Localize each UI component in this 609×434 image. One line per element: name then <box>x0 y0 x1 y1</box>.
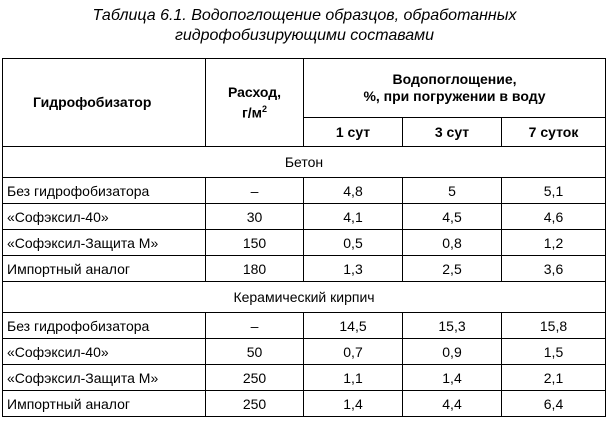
cell-day-1: 1,1 <box>304 365 403 391</box>
cell-agent: Импортный аналог <box>3 256 206 282</box>
cell-day-3: 1,4 <box>403 365 502 391</box>
table-row <box>3 256 606 282</box>
cell-day-7: 4,6 <box>502 204 606 230</box>
header-period-7: 7 суток <box>502 118 606 147</box>
cell-day-7: 6,4 <box>502 391 606 417</box>
cell-day-3: 15,3 <box>403 313 502 339</box>
caption-line-1: Таблица 6.1. Водопоглощение образцов, обработанных <box>92 7 517 24</box>
header-period-1: 1 сут <box>304 118 403 147</box>
cell-day-7: 5,1 <box>502 178 606 204</box>
header-absorption-line-1: Водопоглощение, <box>392 71 517 87</box>
section-row <box>3 282 606 313</box>
table-caption <box>0 6 609 46</box>
caption-line-2: гидрофобизирующими составами <box>174 27 435 44</box>
cell-day-1: 0,5 <box>304 230 403 256</box>
header-consumption-label: Расход, <box>227 83 282 100</box>
cell-consumption: 50 <box>206 339 304 365</box>
cell-day-1: 0,7 <box>304 339 403 365</box>
header-absorption-line-2: %, при погружении в воду <box>363 88 546 104</box>
cell-day-7: 15,8 <box>502 313 606 339</box>
section-title: Керамический кирпич <box>3 282 606 313</box>
cell-agent: Без гидрофобизатора <box>3 313 206 339</box>
cell-agent: «Софэксил-40» <box>3 204 206 230</box>
cell-consumption: – <box>206 178 304 204</box>
cell-day-7: 1,2 <box>502 230 606 256</box>
cell-day-1: 1,3 <box>304 256 403 282</box>
table-row <box>3 230 606 256</box>
cell-day-3: 0,8 <box>403 230 502 256</box>
header-absorption <box>304 59 606 118</box>
cell-day-3: 4,4 <box>403 391 502 417</box>
cell-consumption: 150 <box>206 230 304 256</box>
table-row <box>3 339 606 365</box>
cell-agent: «Софэксил-Защита М» <box>3 365 206 391</box>
cell-agent: «Софэксил-Защита М» <box>3 230 206 256</box>
cell-consumption: 250 <box>206 365 304 391</box>
table-row <box>3 204 606 230</box>
cell-agent: «Софэксил-40» <box>3 339 206 365</box>
cell-day-1: 4,1 <box>304 204 403 230</box>
cell-day-3: 4,5 <box>403 204 502 230</box>
cell-day-7: 3,6 <box>502 256 606 282</box>
section-row <box>3 147 606 178</box>
water-absorption-table <box>2 58 606 417</box>
header-row <box>3 59 606 118</box>
cell-day-1: 14,5 <box>304 313 403 339</box>
cell-agent: Без гидрофобизатора <box>3 178 206 204</box>
cell-consumption: 180 <box>206 256 304 282</box>
cell-consumption: – <box>206 313 304 339</box>
table-row <box>3 178 606 204</box>
header-consumption <box>206 59 304 147</box>
table-row <box>3 313 606 339</box>
cell-day-1: 4,8 <box>304 178 403 204</box>
cell-day-1: 1,4 <box>304 391 403 417</box>
cell-day-3: 2,5 <box>403 256 502 282</box>
header-agent: Гидрофобизатор <box>3 59 206 147</box>
table-row <box>3 391 606 417</box>
header-period-3: 3 сут <box>403 118 502 147</box>
cell-day-3: 5 <box>403 178 502 204</box>
cell-day-3: 0,9 <box>403 339 502 365</box>
cell-agent: Импортный аналог <box>3 391 206 417</box>
header-consumption-exp: 2 <box>262 103 268 114</box>
cell-consumption: 250 <box>206 391 304 417</box>
cell-day-7: 1,5 <box>502 339 606 365</box>
section-title: Бетон <box>3 147 606 178</box>
cell-day-7: 2,1 <box>502 365 606 391</box>
cell-consumption: 30 <box>206 204 304 230</box>
table-row <box>3 365 606 391</box>
header-consumption-unit: г/м <box>241 104 263 121</box>
